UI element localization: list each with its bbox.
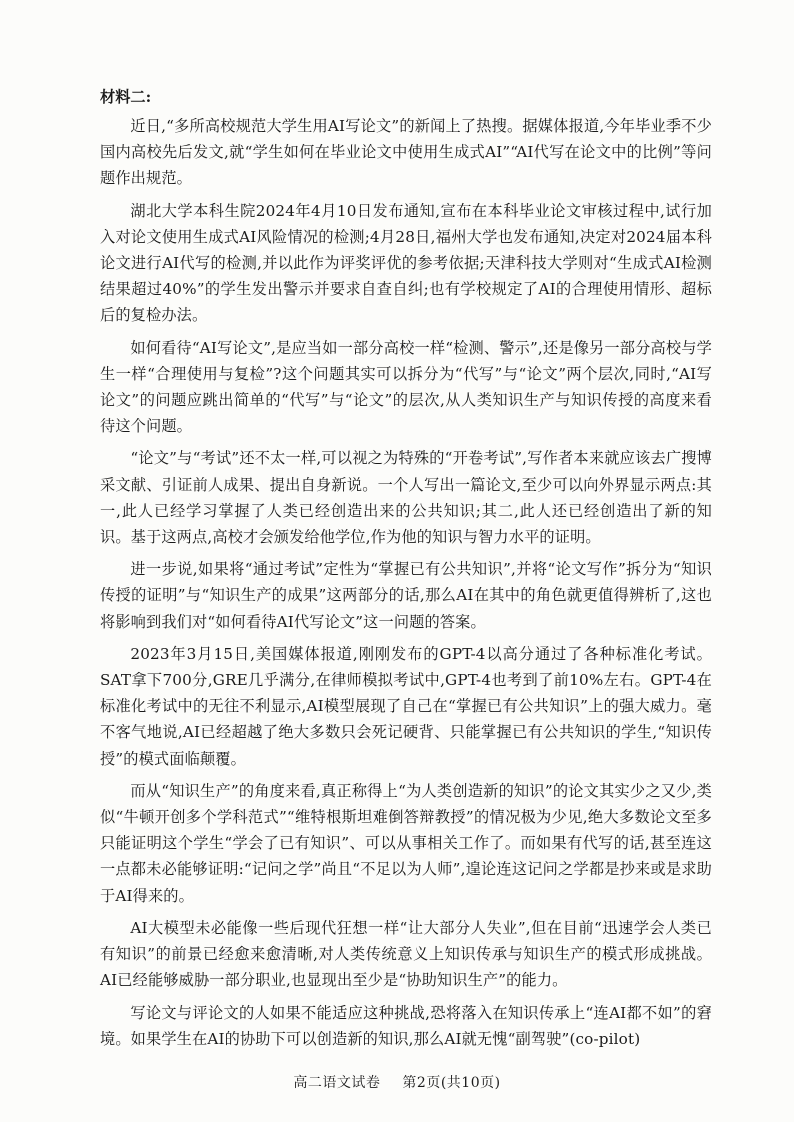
paragraph-1: 近日,“多所高校规范大学生用AI写论文”的新闻上了热搜。据媒体报道,今年毕业季不少国内高校先后发文,就“学生如何在毕业论文中使用生成式AI”“AI代写在论文中的比例”等问题作出规范。 [100,117,712,188]
page-footer [0,1072,794,1092]
paragraph-3: 如何看待“AI写论文”,是应当如一部分高校一样“检测、警示”,还是像另一部分高校与学生一样“合理使用与复检”?这个问题其实可以拆分为“代写”与“论文”两个层次,同时,“AI写论文”的问题应跳出简单的“代写”与“论文”的层次,从人类知识生产与知识传授的高度来看待这个问题。 [100,338,712,436]
paragraph-5: 进一步说,如果将“通过考试”定性为“掌握已有公共知识”,并将“论文写作”拆分为“知识传授的证明”与“知识生产的成果”这两部分的话,那么AI在其中的角色就更值得辨析了,这也将影响到我们对“如何看待AI代写论文”这一问题的答案。 [100,560,712,631]
material-two-section [100,84,712,1058]
section-heading: 材料二: [100,88,152,106]
exam-name: 高二语文试卷 [293,1075,381,1091]
paragraph-2: 湖北大学本科生院2024年4月10日发布通知,宣布在本科毕业论文审核过程中,试行加入对论文使用生成式AI风险情况的检测;4月28日,福州大学也发布通知,决定对2024届本科论文进行AI代写的检测,并以此作为评奖评优的参考依据;天津科技大学则对“生成式AI检测结果超过40%”的学生发出警示并要求自查自纠;也有学校规定了AI的合理使用情形、超标后的复检办法。 [100,201,712,325]
paragraph-8: AI大模型未必能像一些后现代狂想一样“让大部分人失业”,但在目前“迅速学会人类已有知识”的前景已经愈来愈清晰,对人类传统意义上知识传承与知识生产的模式形成挑战。AI已经能够威胁一部分职业,也显现出至少是“协助知识生产”的能力。 [100,918,712,990]
paragraph-9: 写论文与评论文的人如果不能适应这种挑战,恐将落入在知识传承上“连AI都不如”的窘境。如果学生在AI的协助下可以创造新的知识,那么AI就无愧“副驾驶”(co-pilot) [100,1003,712,1048]
page-number: 第2页(共10页) [402,1075,501,1091]
paragraph-6: 2023年3月15日,美国媒体报道,刚刚发布的GPT-4以高分通过了各种标准化考试。SAT拿下700分,GRE几乎满分,在律师模拟考试中,GPT-4也考到了前10%左右。GPT-4在标准化考试中的无往不利显示,AI模型展现了自己在“掌握已有公共知识”上的强大威力。毫不客气地说,AI已经超越了绝大多数只会死记硬背、只能掌握已有公共知识的学生,“知识传授”的模式面临颠覆。 [100,644,712,768]
paragraph-7: 而从“知识生产”的角度来看,真正称得上“为人类创造新的知识”的论文其实少之又少,类似“牛顿开创多个学科范式”“维特根斯坦难倒答辩教授”的情况极为少见,绝大多数论文至多只能证明这个学生“学会了已有知识”、可以从事相关工作了。而如果有代写的话,甚至连这一点都未必能够证明:“记问之学”尚且“不足以为人师”,遑论连这记问之学都是抄来或是求助于AI得来的。 [100,781,712,905]
paragraph-4: “论文”与“考试”还不太一样,可以视之为特殊的“开卷考试”,写作者本来就应该去广搜博采文献、引证前人成果、提出自身新说。一个人写出一篇论文,至少可以向外界显示两点:其一,此人已经学习掌握了人类已经创造出来的公共知识;其二,此人还已经创造出了新的知识。基于这两点,高校才会颁发给他学位,作为他的知识与智力水平的证明。 [100,449,712,547]
